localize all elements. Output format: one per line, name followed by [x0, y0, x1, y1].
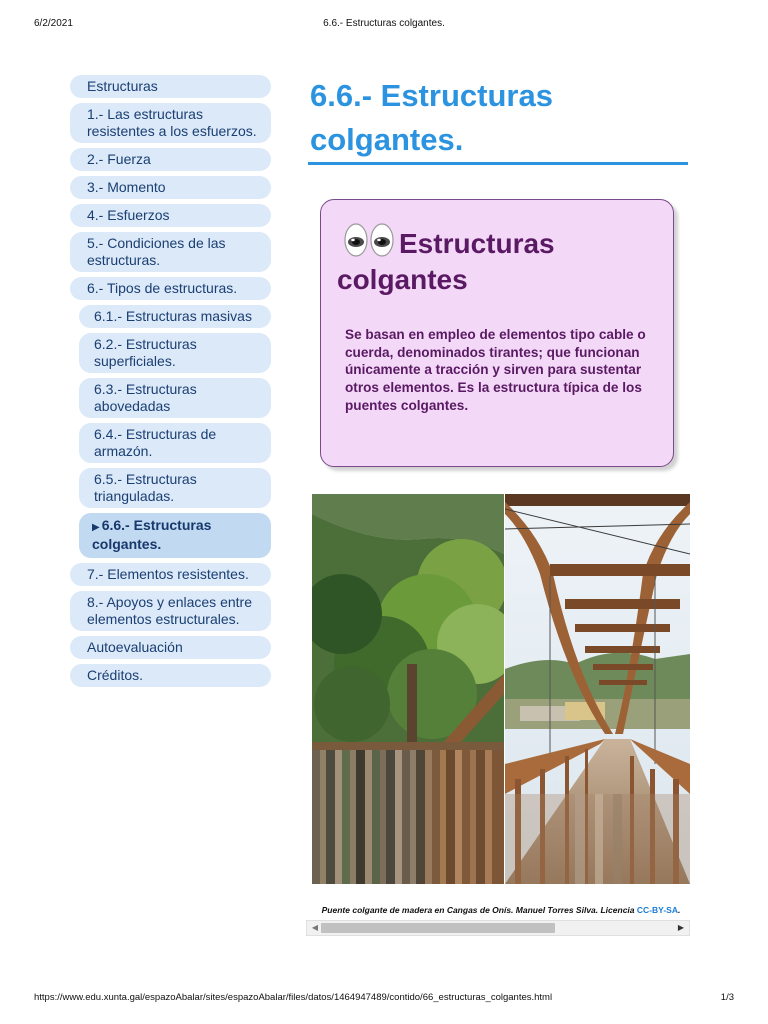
print-date: 6/2/2021	[34, 18, 73, 29]
bridge-photo-left	[312, 494, 504, 884]
current-page-arrow-icon: ▶	[92, 522, 100, 533]
info-box	[320, 199, 674, 467]
caption-text: Puente colgante de madera en Cangas de Onís. Manuel Torres Silva. Licencia	[321, 905, 635, 915]
scroll-left-arrow-icon[interactable]: ◀	[311, 923, 319, 932]
sidebar-item-1[interactable]	[70, 103, 271, 143]
image-caption	[312, 905, 690, 915]
sidebar-item-label: 6.6.- Estructuras colgantes.	[92, 517, 212, 552]
sidebar-item-label: 6.2.- Estructuras superficiales.	[94, 336, 197, 369]
sidebar-item-6-2[interactable]	[79, 333, 271, 373]
scroll-thumb[interactable]	[321, 923, 555, 933]
sidebar-item-6-5[interactable]	[79, 468, 271, 508]
sidebar-item-4[interactable]	[70, 204, 271, 227]
box-heading	[337, 226, 657, 298]
scroll-right-arrow-icon[interactable]: ▶	[677, 923, 685, 932]
sidebar-item-6-3[interactable]	[79, 378, 271, 418]
sidebar-item-autoevaluacion[interactable]	[70, 636, 271, 659]
sidebar-item-label: 8.- Apoyos y enlaces entre elementos estructurales.	[87, 594, 252, 627]
sidebar-item-label: Estructuras	[87, 78, 158, 94]
box-heading-text: Estructuras colgantes	[337, 228, 555, 295]
title-divider	[308, 162, 688, 165]
page-title: 6.6.- Estructuras colgantes.	[310, 78, 553, 157]
sidebar-item-6-4[interactable]	[79, 423, 271, 463]
sidebar-item-5[interactable]	[70, 232, 271, 272]
sidebar-item-label: 1.- Las estructuras resistentes a los esfuerzos.	[87, 106, 257, 139]
sidebar-item-6[interactable]	[70, 277, 271, 300]
box-text: Se basan en empleo de elementos tipo cable o cuerda, denominados tirantes; que funcionan únicamente a tracción y sirven para sustentar otros elementos. Es la estructura típica de los puentes colgantes.	[345, 327, 646, 413]
sidebar-item-8[interactable]	[70, 591, 271, 631]
sidebar-item-7[interactable]	[70, 563, 271, 586]
sidebar-item-6-1[interactable]	[79, 305, 271, 328]
sidebar-item-label: 6.- Tipos de estructuras.	[87, 280, 238, 296]
sidebar-item-label: 5.- Condiciones de las estructuras.	[87, 235, 226, 268]
sidebar-item-label: 7.- Elementos resistentes.	[87, 566, 249, 582]
sidebar-item-label: 6.4.- Estructuras de armazón.	[94, 426, 217, 459]
sidebar-item-label: 6.1.- Estructuras masivas	[94, 308, 252, 324]
sidebar-item-label: Créditos.	[87, 667, 144, 683]
bridge-photo-right	[505, 494, 690, 884]
page-counter: 1/3	[720, 992, 734, 1003]
sidebar-item-label: 6.5.- Estructuras trianguladas.	[94, 471, 197, 504]
caption-end: .	[677, 905, 681, 915]
sidebar-nav	[70, 75, 271, 692]
sidebar-item-label: 3.- Momento	[87, 179, 166, 195]
license-link[interactable]: CC-BY-SA	[636, 905, 678, 915]
sidebar-item-creditos[interactable]	[70, 664, 271, 687]
sidebar-item-label: 4.- Esfuerzos	[87, 207, 170, 223]
print-url: https://www.edu.xunta.gal/espazoAbalar/sites/espazoAbalar/files/datos/1464947489/contido/66_estructuras_colgantes.html	[34, 992, 553, 1003]
sidebar-item-estructuras[interactable]	[70, 75, 271, 98]
sidebar-item-label: 2.- Fuerza	[87, 151, 151, 167]
sidebar-item-2[interactable]	[70, 148, 271, 171]
sidebar-item-label: 6.3.- Estructuras abovedadas	[94, 381, 197, 414]
sidebar-item-6-6-active[interactable]	[79, 513, 271, 558]
sidebar-item-label: Autoevaluación	[87, 639, 183, 655]
bridge-photo	[312, 494, 690, 884]
sidebar-item-3[interactable]	[70, 176, 271, 199]
print-title: 6.6.- Estructuras colgantes.	[323, 18, 445, 29]
horizontal-scrollbar[interactable]	[306, 920, 690, 936]
